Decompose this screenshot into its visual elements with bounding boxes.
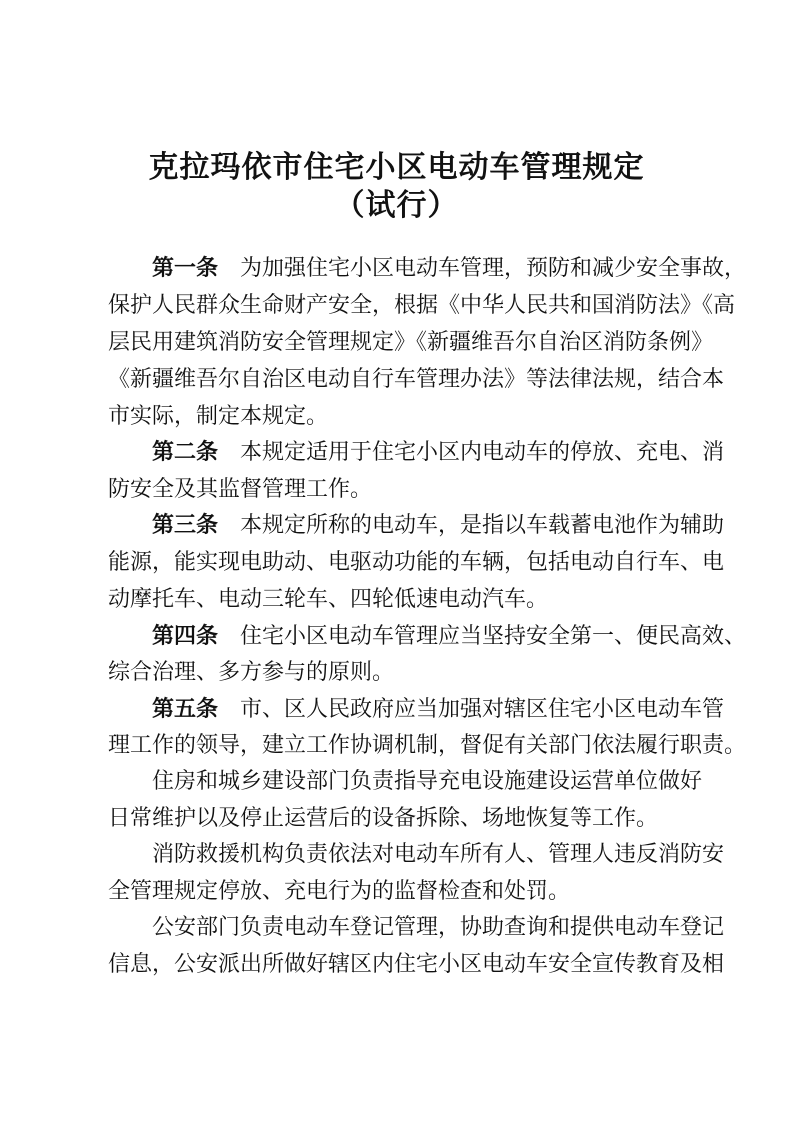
paragraph-line: 日常维护以及停止运营后的设备拆除、场地恢复等工作。 [108, 806, 659, 831]
paragraph-text: 市、区人民政府应当加强对辖区住宅小区电动车管 [240, 697, 725, 722]
document-subtitle: （试行） [334, 188, 459, 223]
document-title: 克拉玛依市住宅小区电动车管理规定 [148, 150, 645, 185]
paragraph-line [152, 620, 747, 654]
paragraph-line: 《新疆维吾尔自治区电动自行车管理办法》等法律法规，结合本 [108, 367, 725, 392]
paragraph-line: 保护人民群众生命财产安全，根据《中华人民共和国消防法》《高 [108, 293, 736, 318]
paragraph-line: 消防救援机构负责依法对电动车所有人、管理人违反消防安 [152, 842, 725, 867]
paragraph-line: 理工作的领导，建立工作协调机制，督促有关部门依法履行职责。 [108, 733, 747, 758]
paragraph-line [152, 693, 725, 727]
paragraph-line: 公安部门负责电动车登记管理，协助查询和提供电动车登记 [152, 915, 725, 940]
paragraph-line: 动摩托车、电动三轮车、四轮低速电动汽车。 [108, 587, 549, 612]
paragraph-line: 层民用建筑消防安全管理规定》《新疆维吾尔自治区消防条例》 [108, 330, 714, 355]
article-label: 第三条 [152, 513, 219, 538]
paragraph-line: 信息，公安派出所做好辖区内住宅小区电动车安全宣传教育及相 [108, 952, 725, 977]
paragraph-text: 本规定所称的电动车，是指以车载蓄电池作为辅助 [240, 513, 725, 538]
article-label: 第五条 [152, 697, 219, 722]
paragraph-line [152, 509, 725, 543]
paragraph-line: 住房和城乡建设部门负责指导充电设施建设运营单位做好 [152, 769, 703, 794]
paragraph-text: 本规定适用于住宅小区内电动车的停放、充电、消 [240, 440, 725, 465]
paragraph-text: 住宅小区电动车管理应当坚持安全第一、便民高效、 [240, 624, 747, 649]
paragraph-text: 为加强住宅小区电动车管理，预防和减少安全事故， [240, 256, 747, 281]
paragraph-line: 市实际，制定本规定。 [108, 404, 329, 429]
paragraph-line: 全管理规定停放、充电行为的监督检查和处罚。 [108, 879, 571, 904]
paragraph-line [152, 252, 747, 286]
paragraph-line: 能源，能实现电助动、电驱动功能的车辆，包括电动自行车、电 [108, 550, 725, 575]
article-label: 第二条 [152, 440, 219, 465]
paragraph-line: 防安全及其监督管理工作。 [108, 477, 373, 502]
article-label: 第一条 [152, 256, 219, 281]
article-label: 第四条 [152, 624, 219, 649]
paragraph-line [152, 436, 725, 470]
paragraph-line: 综合治理、多方参与的原则。 [108, 660, 395, 685]
